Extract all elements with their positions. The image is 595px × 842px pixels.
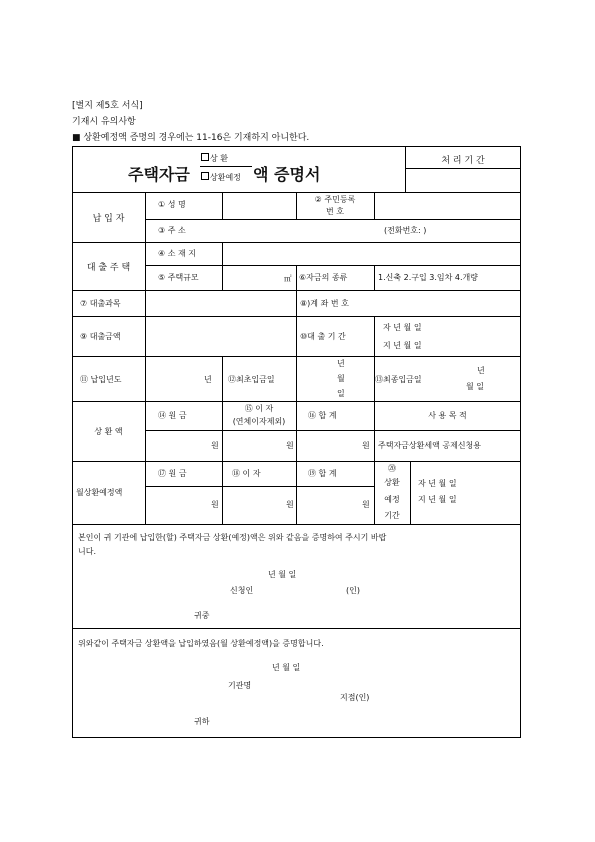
first-payment-label: ⑫최초입금일	[228, 375, 275, 384]
request-text-line-1: 본인이 귀 기관에 납입한(할) 주택자금 상환(예정)액은 위와 같음을 증명하여 주시기 바랍	[78, 533, 387, 542]
schedule-period-label-3: 기간	[384, 511, 400, 520]
purpose-label: 사 용 목 적	[428, 411, 467, 420]
phone-number: (전화번호: )	[384, 226, 427, 235]
certificate-text: 위와같이 주택자금 상환액을 납입하였음(월 상환예정액)을 증명합니다.	[78, 639, 324, 648]
size-unit: ㎡	[284, 274, 292, 283]
schedule-period-label-2: 예정	[384, 495, 400, 504]
schedule-period-to: 지 년 월 일	[418, 495, 457, 504]
first-payment-month: 월	[337, 374, 345, 383]
request-date: 년 월 일	[268, 570, 297, 579]
form-title-suffix: 액 증명서	[253, 165, 321, 184]
name-label: ① 성 명	[158, 200, 186, 209]
account-number-label: ⑧)계 좌 번 호	[300, 299, 349, 308]
monthly-principal-won: 원	[211, 500, 219, 509]
total-won: 원	[362, 441, 370, 450]
loan-period-label: ⑩대 출 기 간	[300, 332, 346, 341]
request-recipient: 귀중	[194, 611, 210, 620]
first-payment-year: 년	[337, 359, 345, 368]
monthly-total-label: ⑲ 합 계	[308, 469, 337, 478]
request-text-line-2: 니다.	[78, 547, 96, 556]
monthly-interest-label: ⑱ 이 자	[232, 469, 261, 478]
applicant-seal: (인)	[346, 586, 360, 595]
option-repayment	[201, 153, 228, 164]
repayment-label: 상 환 액	[94, 427, 123, 436]
certificate-recipient: 귀하	[194, 717, 210, 726]
loan-subject-label: ⑦ 대출과목	[80, 299, 121, 308]
loan-period-to: 지 년 월 일	[383, 341, 422, 350]
form-title-prefix: 주택자금	[128, 165, 190, 184]
form-number: [별지 제5호 서식]	[72, 101, 143, 111]
notes-title: 기재시 유의사항	[72, 117, 136, 127]
principal-label: ⑭ 원 금	[158, 411, 187, 420]
first-payment-day: 일	[337, 389, 345, 398]
interest-won: 원	[286, 441, 294, 450]
last-payment-month-day: 월 일	[466, 382, 484, 391]
interest-note: (연체이자제외)	[232, 417, 286, 426]
principal-won: 원	[211, 441, 219, 450]
total-label: ⑯ 합 계	[308, 411, 337, 420]
location-label: ④ 소 재 지	[158, 249, 196, 258]
loan-period-from: 자 년 월 일	[383, 323, 422, 332]
processing-period-label: 처 리 기 간	[441, 156, 485, 166]
rrn-label-1: ② 주민등록	[314, 195, 356, 204]
option-repayment-label: 상 환	[210, 154, 228, 163]
loan-house-label: 대 출 주 택	[86, 263, 131, 273]
last-payment-label: ⑬최종입금일	[375, 375, 422, 384]
option-scheduled-label: 상환예정	[210, 173, 241, 182]
checkbox-icon[interactable]	[201, 153, 209, 161]
monthly-principal-label: ⑰ 원 금	[158, 469, 187, 478]
institution-label: 기관명	[228, 681, 252, 690]
note-item: ■ 상환예정액 증명의 경우에는 11-16은 기재하지 아니한다.	[72, 133, 310, 143]
schedule-period-from: 자 년 월 일	[418, 479, 457, 488]
branch-seal: 지점(인)	[340, 693, 370, 702]
schedule-period-number: ⑳	[388, 464, 396, 473]
certificate-date: 년 월 일	[272, 663, 301, 672]
monthly-interest-won: 원	[286, 500, 294, 509]
rrn-label-2: 번 호	[326, 207, 344, 216]
fund-type-label: ⑥자금의 종류	[299, 273, 348, 282]
payment-year-label: ⑪ 납입년도	[80, 375, 122, 384]
house-size-label: ⑤ 주택규모	[158, 273, 199, 282]
monthly-total-won: 원	[362, 500, 370, 509]
purpose-value: 주택자금상환세액 공제신청용	[378, 441, 482, 450]
interest-label: ⑮ 이 자	[244, 404, 274, 413]
monthly-scheduled-label: 월상환예정액	[76, 488, 123, 497]
last-payment-year: 년	[477, 366, 485, 375]
address-label: ③ 주 소	[158, 226, 186, 235]
checkbox-icon[interactable]	[201, 172, 209, 180]
schedule-period-label-1: 상환	[384, 478, 400, 487]
payer-label: 납 입 자	[92, 214, 125, 224]
applicant-label: 신청인	[230, 586, 254, 595]
loan-amount-label: ⑨ 대출금액	[80, 332, 121, 341]
option-scheduled	[201, 172, 241, 183]
payment-year-unit: 년	[204, 375, 212, 384]
fund-type-options: 1.신축 2.구입 3.임차 4.개량	[378, 273, 478, 282]
